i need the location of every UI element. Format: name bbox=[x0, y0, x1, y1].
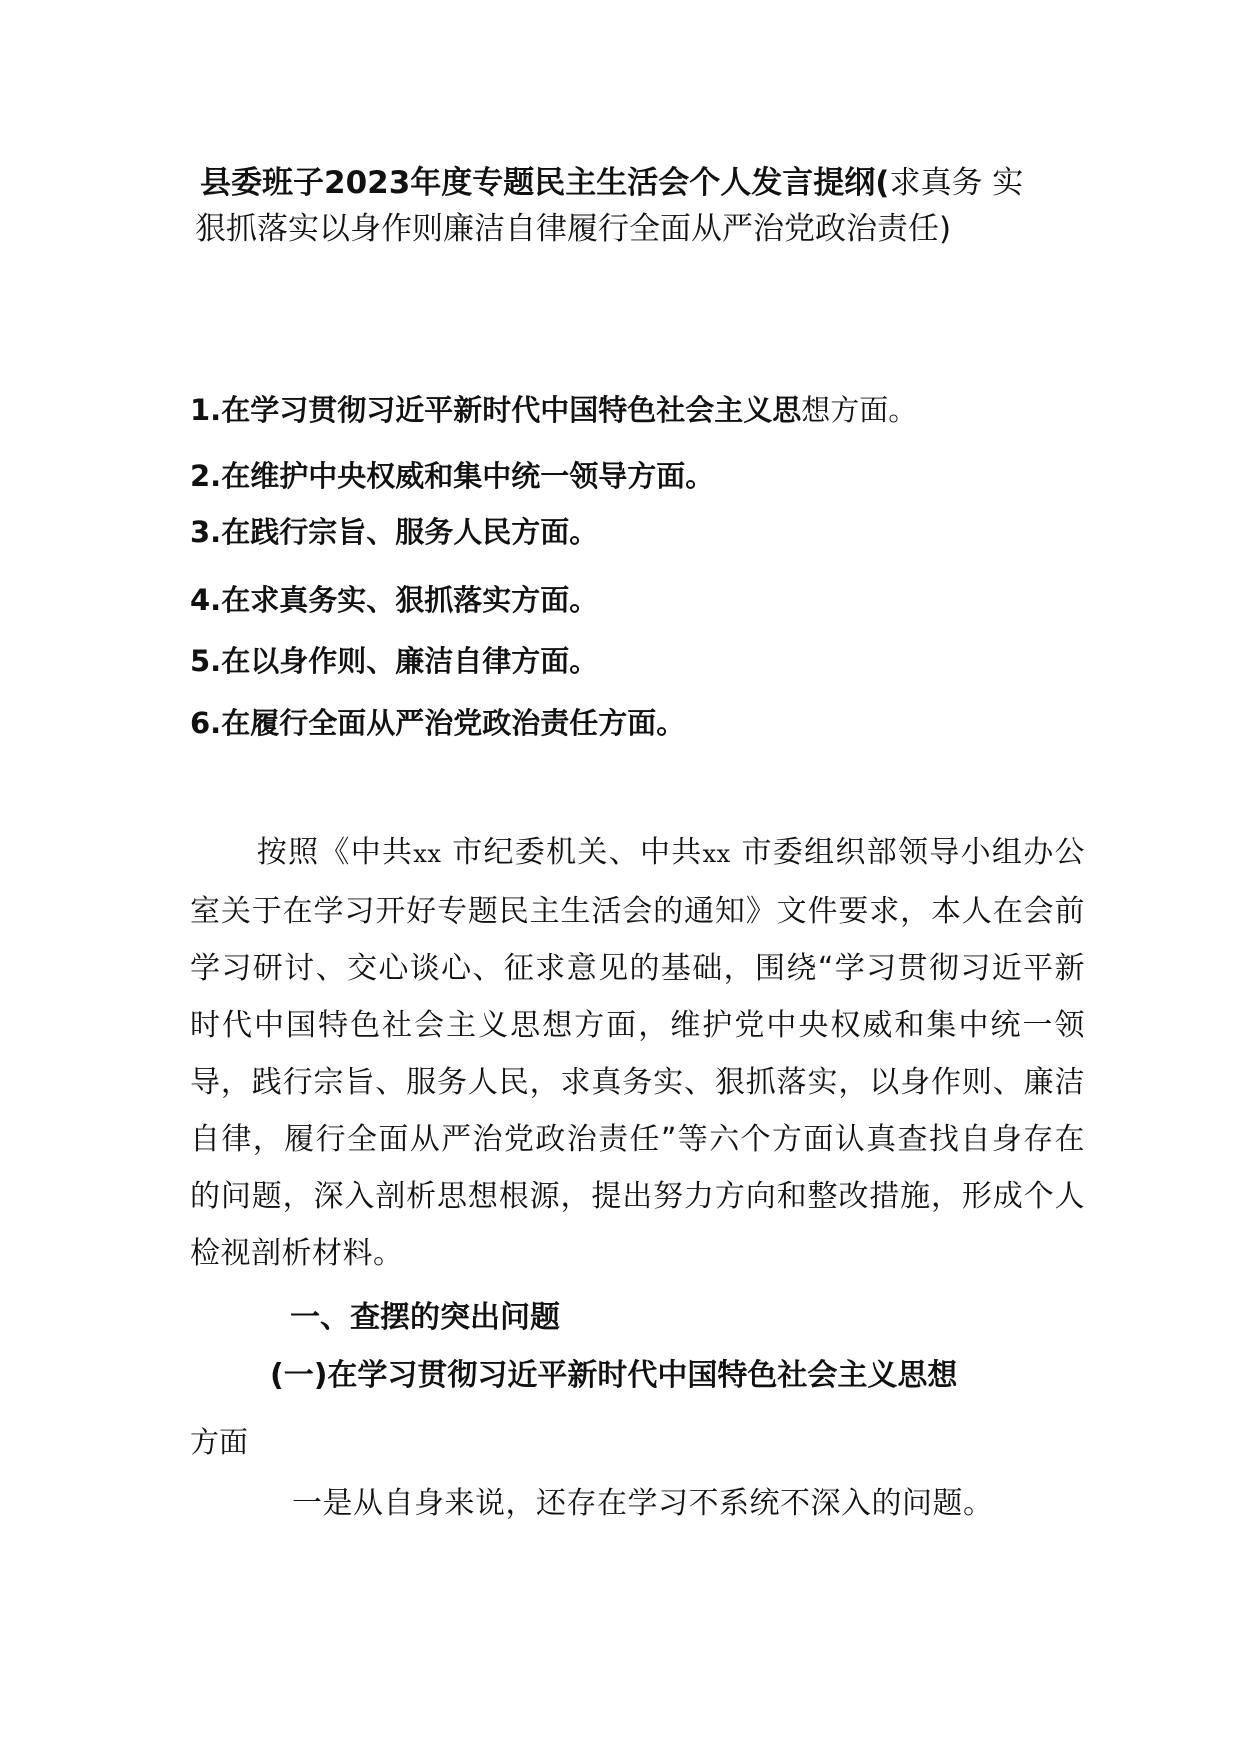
outline-item-tail: 想方面。 bbox=[801, 393, 918, 427]
sub-heading-continuation: 方面 bbox=[190, 1425, 249, 1459]
sub-heading: (一)在学习贯彻习近平新时代中国特色社会主义思想 bbox=[270, 1358, 958, 1393]
outline-item-4 bbox=[190, 580, 598, 620]
outline-item-6 bbox=[190, 703, 685, 743]
outline-item-bold: 2.在维护中央权威和集中统一领导方面。 bbox=[190, 459, 715, 493]
section-heading: 一、查摆的突出问题 bbox=[290, 1300, 560, 1335]
title-main: 县委班子2023年度专题民主生活会个人发言提纲( bbox=[200, 165, 890, 201]
outline-item-bold: 3.在践行宗旨、服务人民方面。 bbox=[190, 515, 599, 549]
outline-item-bold: 5.在以身作则、廉洁自律方面。 bbox=[190, 644, 599, 678]
title-tail: 求真务 实狠抓落实以身作则廉洁自律履行全面从严治党政治责任) bbox=[195, 165, 1024, 247]
outline-item-bold: 1.在学习贯彻习近平新时代中国特色社会主义思 bbox=[190, 393, 802, 427]
outline-item-2 bbox=[190, 456, 714, 496]
last-paragraph: 一是从自身来说，还存在学习不系统不深入的问题。 bbox=[292, 1486, 994, 1521]
document-title bbox=[195, 160, 1045, 252]
intro-text-1: 按照《中共 bbox=[256, 835, 414, 870]
intro-placeholder-2: xx bbox=[702, 840, 731, 868]
outline-item-3 bbox=[190, 512, 598, 552]
outline-item-bold: 4.在求真务实、狠抓落实方面。 bbox=[190, 583, 599, 617]
outline-item-1 bbox=[190, 390, 917, 430]
intro-paragraph bbox=[190, 824, 1085, 1282]
intro-placeholder-1: xx bbox=[413, 840, 442, 868]
intro-text-3: 市委组织部领导小组办公室关于在学习开好专题民主生活会的通知》文件要求，本人在会前学习研讨、交心谈心、征求意见的基础，围绕“学习贯彻习近平新时代中国特色社会主义思想方面，维护党中央权威和集中统一领导，践行宗旨、服务人民，求真务实、狠抓落实，以身作则、廉洁自律，履行全面从严治党政治责任”等六个方面认真查找自身存在的问题，深入剖析思想根源，提出努力方向和整改措施，形成个人检视剖析材料。 bbox=[190, 835, 1085, 1271]
outline-item-5 bbox=[190, 641, 598, 681]
outline-item-bold: 6.在履行全面从严治党政治责任方面。 bbox=[190, 706, 686, 740]
intro-text-2: 市纪委机关、中共 bbox=[441, 835, 703, 870]
